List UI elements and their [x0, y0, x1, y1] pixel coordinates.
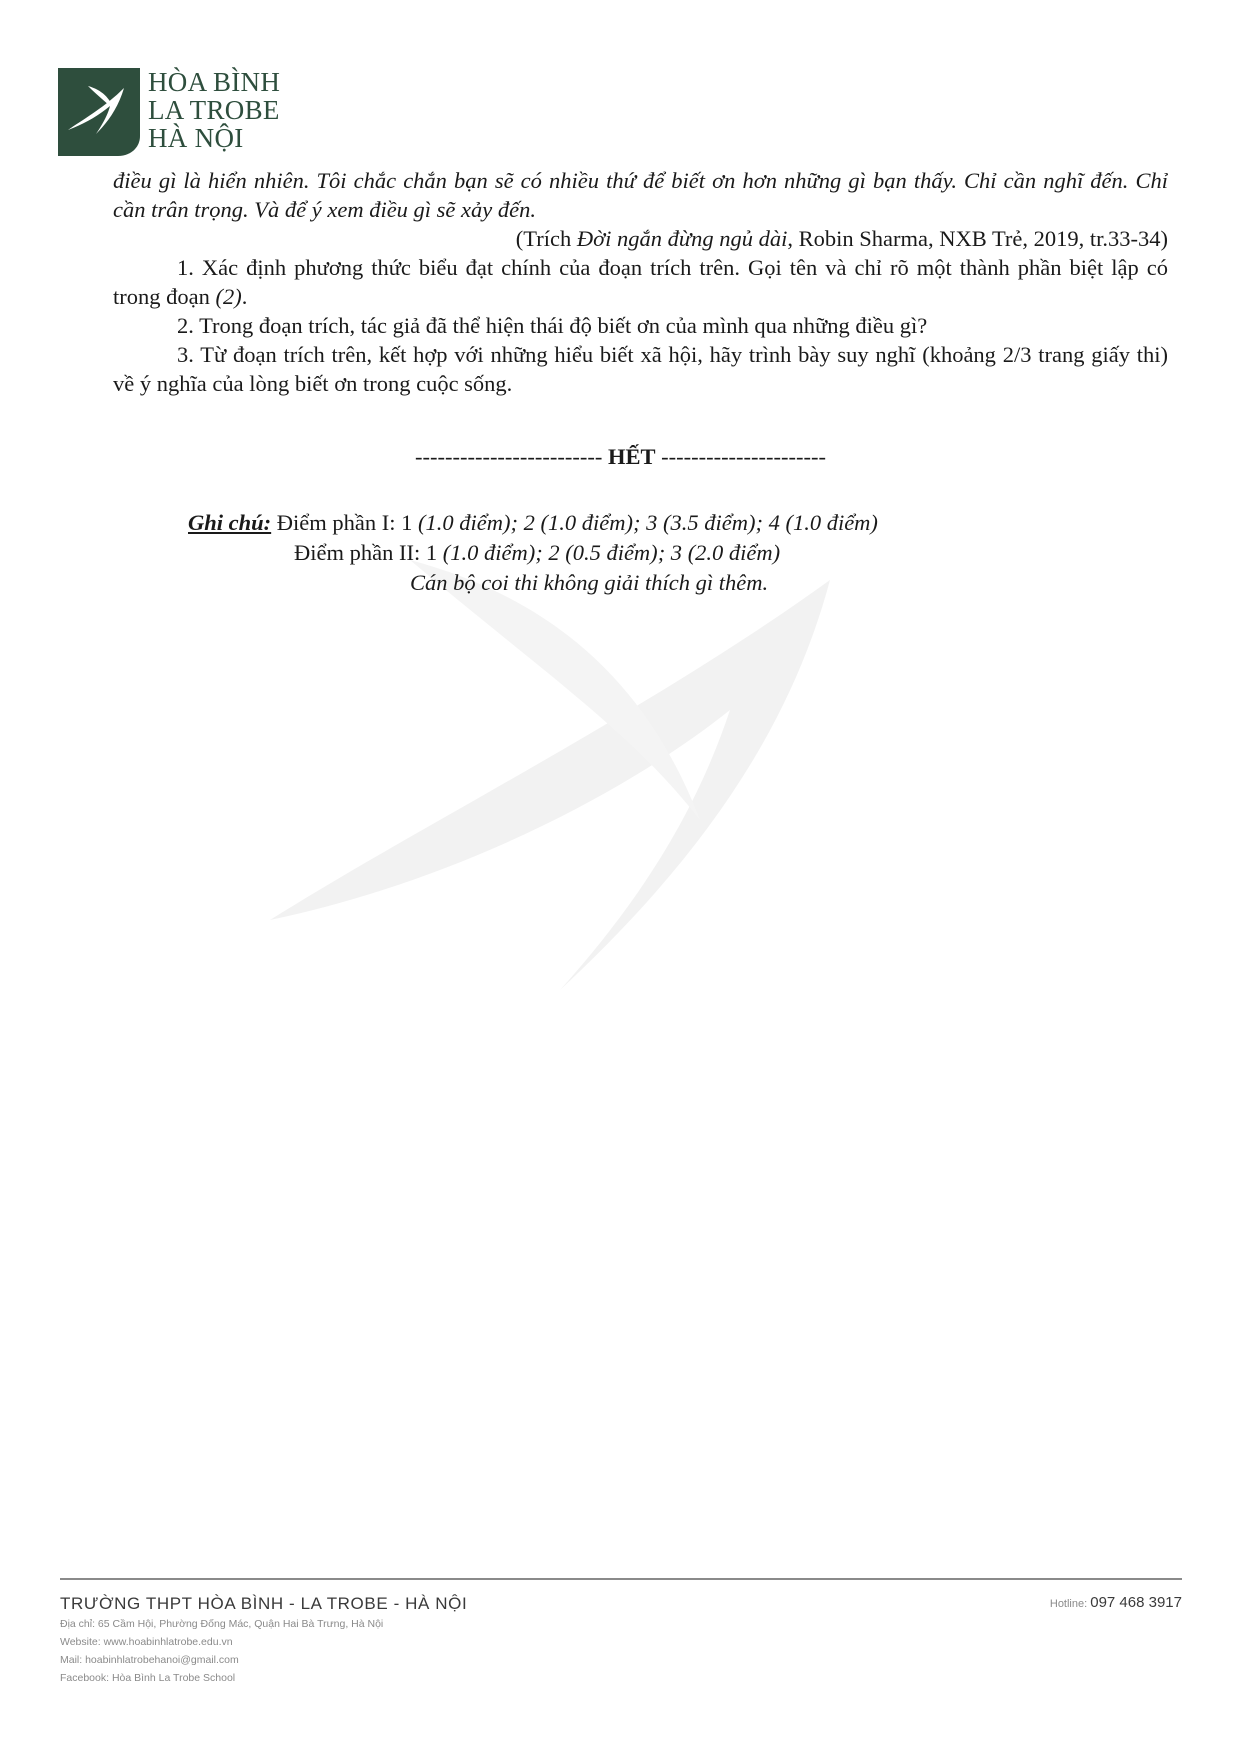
part1-score-4: (1.0 điểm) — [785, 510, 878, 535]
bird-watermark-icon — [230, 560, 990, 1060]
part1-prefix: Điểm phần I: 1 — [271, 510, 418, 535]
end-left-dashes: ------------------------- — [415, 444, 608, 469]
logo-line-3: HÀ NỘI — [148, 123, 244, 153]
citation-rest: , Robin Sharma, NXB Trẻ, 2019, tr.33-34) — [787, 226, 1168, 251]
question-1-end: . — [241, 284, 248, 309]
part2-score-3: (2.0 điểm) — [687, 540, 781, 565]
end-marker — [0, 444, 1241, 470]
footer-hotline — [1050, 1594, 1182, 1611]
footer-divider — [60, 1578, 1182, 1580]
swallow-logo-icon — [58, 68, 140, 156]
footer-website: Website: www.hoabinhlatrobe.edu.vn — [60, 1636, 233, 1648]
notes-part-2 — [188, 538, 1088, 568]
passage-citation — [113, 224, 1168, 253]
citation-title: Đời ngắn đừng ngủ dài — [576, 226, 788, 251]
passage-tail: điều gì là hiển nhiên. Tôi chắc chắn bạn sẽ có nhiều thứ để biết ơn hơn những gì bạn thấy. Chỉ cần nghĩ đến. Chỉ cần trân trọng. Và để ý xem điều gì sẽ xảy đến. — [113, 168, 1168, 222]
part2-sep-3: ; 3 — [657, 540, 688, 565]
part2-score-1: (1.0 điểm) — [442, 540, 536, 565]
question-2-text: 2. Trong đoạn trích, tác giả đã thể hiện thái độ biết ơn của mình qua những điều gì? — [177, 313, 928, 338]
scoring-notes — [188, 508, 1088, 598]
part1-score-1: (1.0 điểm) — [418, 510, 511, 535]
part1-sep-2: ; 2 — [510, 510, 541, 535]
question-1-text: 1. Xác định phương thức biểu đạt chính của đoạn trích trên. Gọi tên và chỉ rõ một thành phần biệt lập có trong đoạn — [113, 255, 1168, 309]
logo-line-1: HÒA BÌNH — [148, 67, 281, 97]
notes-part-1 — [188, 508, 1088, 538]
question-1-ref: (2) — [215, 284, 242, 309]
part1-sep-4: ; 4 — [755, 510, 786, 535]
end-word: HẾT — [607, 444, 656, 469]
part1-sep-3: ; 3 — [632, 510, 663, 535]
logo-wordmark — [148, 68, 280, 152]
part1-score-2: (1.0 điểm) — [540, 510, 633, 535]
footer-address: Địa chỉ: 65 Cầm Hội, Phường Đống Mác, Quận Hai Bà Trưng, Hà Nội — [60, 1618, 384, 1630]
part2-score-2: (0.5 điểm) — [565, 540, 658, 565]
notes-label: Ghi chú: — [188, 510, 272, 535]
footer-school-name: TRƯỜNG THPT HÒA BÌNH - LA TROBE - HÀ NỘI — [60, 1594, 468, 1613]
question-1 — [113, 253, 1168, 311]
logo-line-2: LA TROBE — [148, 95, 280, 125]
part2-sep-2: ; 2 — [535, 540, 566, 565]
notes-closing: Cán bộ coi thi không giải thích gì thêm. — [410, 570, 769, 595]
question-3-text: 3. Từ đoạn trích trên, kết hợp với những hiểu biết xã hội, hãy trình bày suy nghĩ (khoảng 2/3 trang giấy thi) về ý nghĩa của lòng biết ơn trong cuộc sống. — [113, 342, 1168, 396]
question-2 — [113, 311, 1168, 340]
end-right-dashes: ---------------------- — [655, 444, 826, 469]
question-3 — [113, 340, 1168, 398]
citation-open: (Trích — [515, 226, 577, 251]
school-logo — [58, 68, 298, 158]
part1-score-3: (3.5 điểm) — [662, 510, 756, 535]
footer-facebook: Facebook: Hòa Bình La Trobe School — [60, 1672, 236, 1684]
part2-prefix: Điểm phần II: 1 — [294, 540, 443, 565]
hotline-number: 097 468 3917 — [1090, 1594, 1182, 1611]
page-footer — [60, 1594, 1182, 1686]
hotline-label: Hotline: — [1049, 1598, 1091, 1610]
footer-mail: Mail: hoabinhlatrobehanoi@gmail.com — [60, 1654, 239, 1666]
exam-content — [113, 166, 1168, 398]
